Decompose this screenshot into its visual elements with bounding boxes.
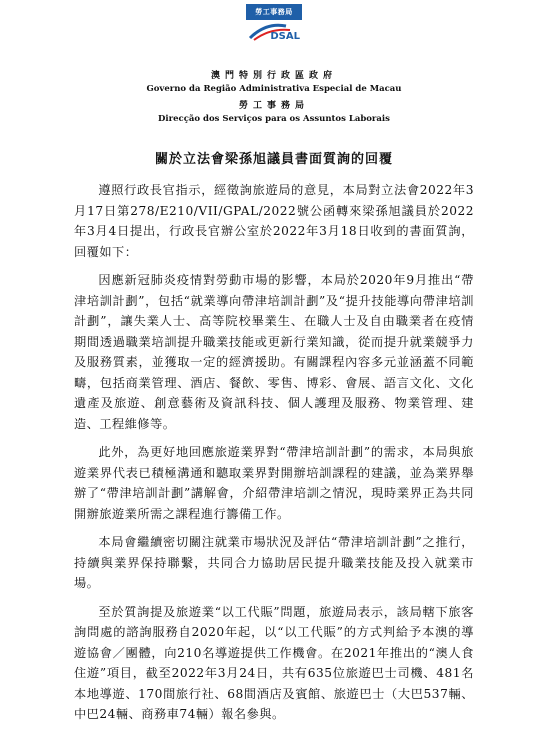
government-name-pt: Governo da Região Administrativa Especial de Macau [146, 84, 402, 94]
logo-abbr: DSAL [270, 31, 300, 42]
paragraph-intro: 遵照行政長官指示，經徵詢旅遊局的意見，本局對立法會2022年3月17日第278/E210/VII/GPAL/2022號公函轉來梁孫旭議員於2022年3月4日提出，行政長官辦公室於2022年3月18日收到的書面質詢，回覆如下： [74, 183, 474, 259]
paragraph-3: 本局會繼續密切關注就業市場狀況及評估“帶津培訓計劃”之推行，持續與業界保持聯繫，共同合力協助居民提升職業技能及投入就業市場。 [74, 535, 474, 590]
department-name-pt: Direcção dos Serviços para os Assuntos Laborais [158, 114, 390, 124]
paragraph-2: 此外，為更好地回應旅遊業界對“帶津培訓計劃”的需求，本局與旅遊業界代表已積極溝通和聽取業界對開辦培訓課程的建議，並為業界舉辦了“帶津培訓計劃”講解會，介紹帶津培訓之情況，現時業界正為共同開辦旅遊業所需之課程進行籌備工作。 [74, 445, 474, 521]
letterhead [0, 70, 548, 126]
government-name-cn: 澳門特別行政區政府 [210, 71, 337, 81]
dsal-logo [246, 4, 302, 64]
paragraph-4: 至於質詢提及旅遊業“以工代賑”問題，旅遊局表示，該局轄下旅客詢問處的諮詢服務自2020年起，以“以工代賑”的方式判給予本澳的導遊協會／團體，向210名導遊提供工作機會。在2021年推出的“澳人食住遊”項目，截至2022年3月24日，共有635位旅遊巴士司機、481名本地導遊、170間旅行社、68間酒店及賓館、旅遊巴士（大巴537輛、中巴24輛、商務車74輛）報名參與。 [74, 604, 474, 721]
paragraph-1: 因應新冠肺炎疫情對勞動市場的影響，本局於2020年9月推出“帶津培訓計劃”，包括“就業導向帶津培訓計劃”及“提升技能導向帶津培訓計劃”，讓失業人士、高等院校畢業生、在職人士及自由職業者在疫情期間透過職業培訓提升職業技能或更新行業知識，從而提升就業競爭力及服務質素，並獲取一定的經濟援助。有關課程內容多元並涵蓋不同範疇，包括商業管理、酒店、餐飲、零售、博彩、會展、語言文化、文化遺產及旅遊、創意藝術及資訊科技、個人護理及服務、物業管理、建造、工程維修等。 [74, 273, 474, 431]
department-name-cn: 勞工事務局 [238, 101, 309, 111]
document-body [74, 180, 474, 733]
logo-banner: 勞工事務局 [246, 4, 302, 20]
document-title: 關於立法會梁孫旭議員書面質詢的回覆 [154, 152, 393, 167]
logo-emblem [246, 20, 302, 42]
